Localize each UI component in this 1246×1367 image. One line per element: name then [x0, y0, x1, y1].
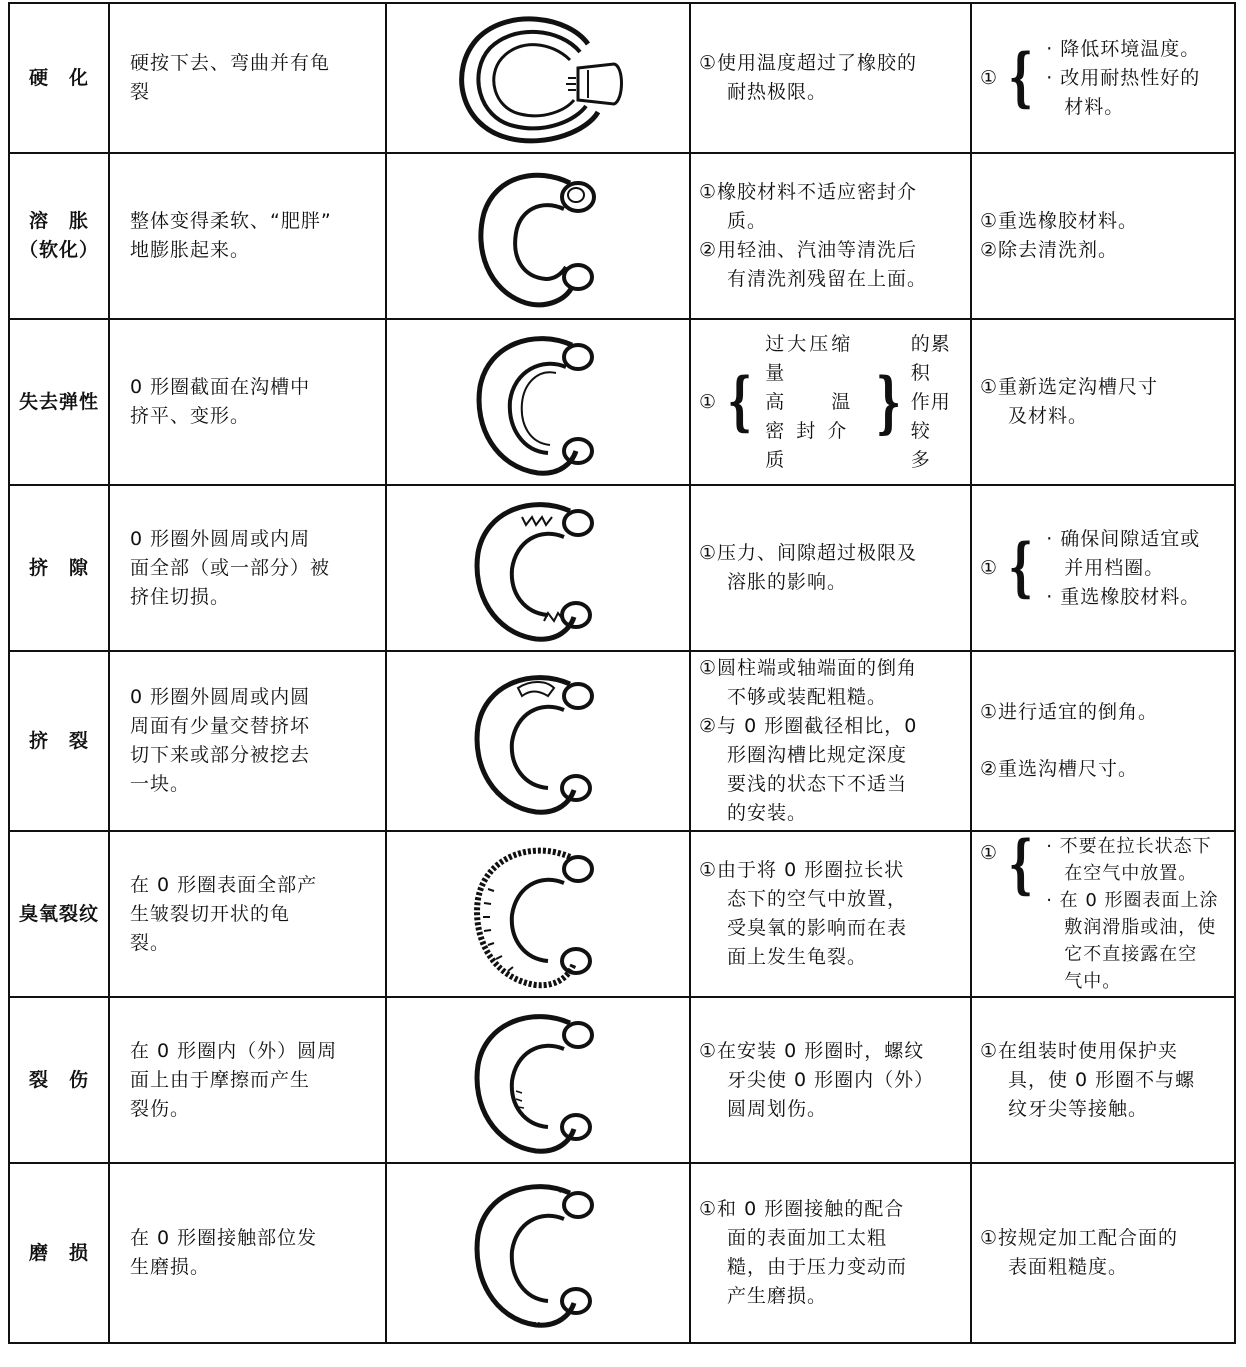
failure-cause: ①压力、间隙超过极限及 溶胀的影响。	[690, 485, 971, 651]
failure-analysis-table	[8, 2, 1236, 1344]
failure-description: 在 0 形圈接触部位发 生磨损。	[109, 1163, 386, 1343]
failure-remedy: ①进行适宜的倒角。 ②重选沟槽尺寸。	[971, 651, 1235, 831]
failure-name: 裂 伤	[9, 997, 109, 1163]
right-brace-icon: }	[876, 363, 903, 441]
oring-illustration	[386, 3, 690, 153]
table-row	[9, 153, 1235, 319]
failure-name: 溶 胀 （软化）	[9, 153, 109, 319]
oring-illustration	[386, 997, 690, 1163]
failure-cause: ① { 过大压缩量 高 温 密 封 介 质 } 的累积 作用较 多	[690, 319, 971, 485]
left-brace-icon: {	[1008, 827, 1034, 902]
nibbled-oring-icon	[438, 666, 638, 816]
table-row	[9, 997, 1235, 1163]
failure-cause: ①由于将 0 形圈拉长状 态下的空气中放置， 受臭氧的影响而在表 面上发生龟裂。	[690, 831, 971, 997]
failure-remedy: ①在组装时使用保护夹 具，使 0 形圈不与螺 纹牙尖等接触。	[971, 997, 1235, 1163]
oring-illustration	[386, 485, 690, 651]
extruded-oring-icon	[438, 493, 638, 643]
flattened-oring-icon	[438, 327, 638, 477]
failure-name: 失去弹性	[9, 319, 109, 485]
failure-description: 在 0 形圈内（外）圆周 面上由于摩擦而产生 裂伤。	[109, 997, 386, 1163]
failure-cause: ①橡胶材料不适应密封介 质。 ②用轻油、汽油等清洗后 有清洗剂残留在上面。	[690, 153, 971, 319]
table-row	[9, 485, 1235, 651]
table-row	[9, 1163, 1235, 1343]
left-brace-icon: {	[727, 364, 753, 439]
failure-remedy: ①重选橡胶材料。 ②除去清洗剂。	[971, 153, 1235, 319]
failure-description: 硬按下去、弯曲并有龟 裂	[109, 3, 386, 153]
oring-illustration	[386, 831, 690, 997]
ozone-cracked-oring-icon	[438, 839, 638, 989]
failure-description: 整体变得柔软、“肥胖” 地膨胀起来。	[109, 153, 386, 319]
failure-remedy: ①按规定加工配合面的 表面粗糙度。	[971, 1163, 1235, 1343]
failure-remedy: ① { · 不要在拉长状态下 在空气中放置。 · 在 0 形圈表面上涂 敷润滑脂或油，使 它不直接露在空 气中。	[971, 831, 1235, 997]
table-row	[9, 831, 1235, 997]
failure-remedy: ①重新选定沟槽尺寸 及材料。	[971, 319, 1235, 485]
table-row	[9, 651, 1235, 831]
failure-description: 0 形圈外圆周或内圆 周面有少量交替挤坏 切下来或部分被挖去 一块。	[109, 651, 386, 831]
failure-name: 挤 裂	[9, 651, 109, 831]
hardened-oring-icon	[438, 8, 638, 148]
oring-illustration	[386, 651, 690, 831]
left-brace-icon: {	[1008, 530, 1034, 605]
table-row	[9, 3, 1235, 153]
failure-cause: ①和 0 形圈接触的配合 面的表面加工太粗 糙，由于压力变动而 产生磨损。	[690, 1163, 971, 1343]
oring-illustration	[386, 1163, 690, 1343]
failure-cause: ①使用温度超过了橡胶的 耐热极限。	[690, 3, 971, 153]
oring-illustration	[386, 319, 690, 485]
failure-name: 磨 损	[9, 1163, 109, 1343]
failure-name: 硬 化	[9, 3, 109, 153]
table-row	[9, 319, 1235, 485]
failure-name: 挤 隙	[9, 485, 109, 651]
swollen-oring-icon	[438, 161, 638, 311]
left-brace-icon: {	[1008, 40, 1034, 115]
failure-description: 0 形圈截面在沟槽中 挤平、变形。	[109, 319, 386, 485]
failure-description: 0 形圈外圆周或内周 面全部（或一部分）被 挤住切损。	[109, 485, 386, 651]
failure-description: 在 0 形圈表面全部产 生皱裂切开状的龟 裂。	[109, 831, 386, 997]
failure-remedy: ① { · 降低环境温度。 · 改用耐热性好的 材料。	[971, 3, 1235, 153]
scratched-oring-icon	[438, 1005, 638, 1155]
failure-remedy: ① { · 确保间隙适宜或 并用档圈。 · 重选橡胶材料。	[971, 485, 1235, 651]
failure-name: 臭氧裂纹	[9, 831, 109, 997]
failure-cause: ①在安装 0 形圈时，螺纹 牙尖使 0 形圈内（外） 圆周划伤。	[690, 997, 971, 1163]
failure-cause: ①圆柱端或轴端面的倒角 不够或装配粗糙。 ②与 0 形圈截径相比，0 形圈沟槽比规定深度 要浅的状态下不适当 的安装。	[690, 651, 971, 831]
oring-illustration	[386, 153, 690, 319]
worn-oring-icon	[438, 1173, 638, 1333]
